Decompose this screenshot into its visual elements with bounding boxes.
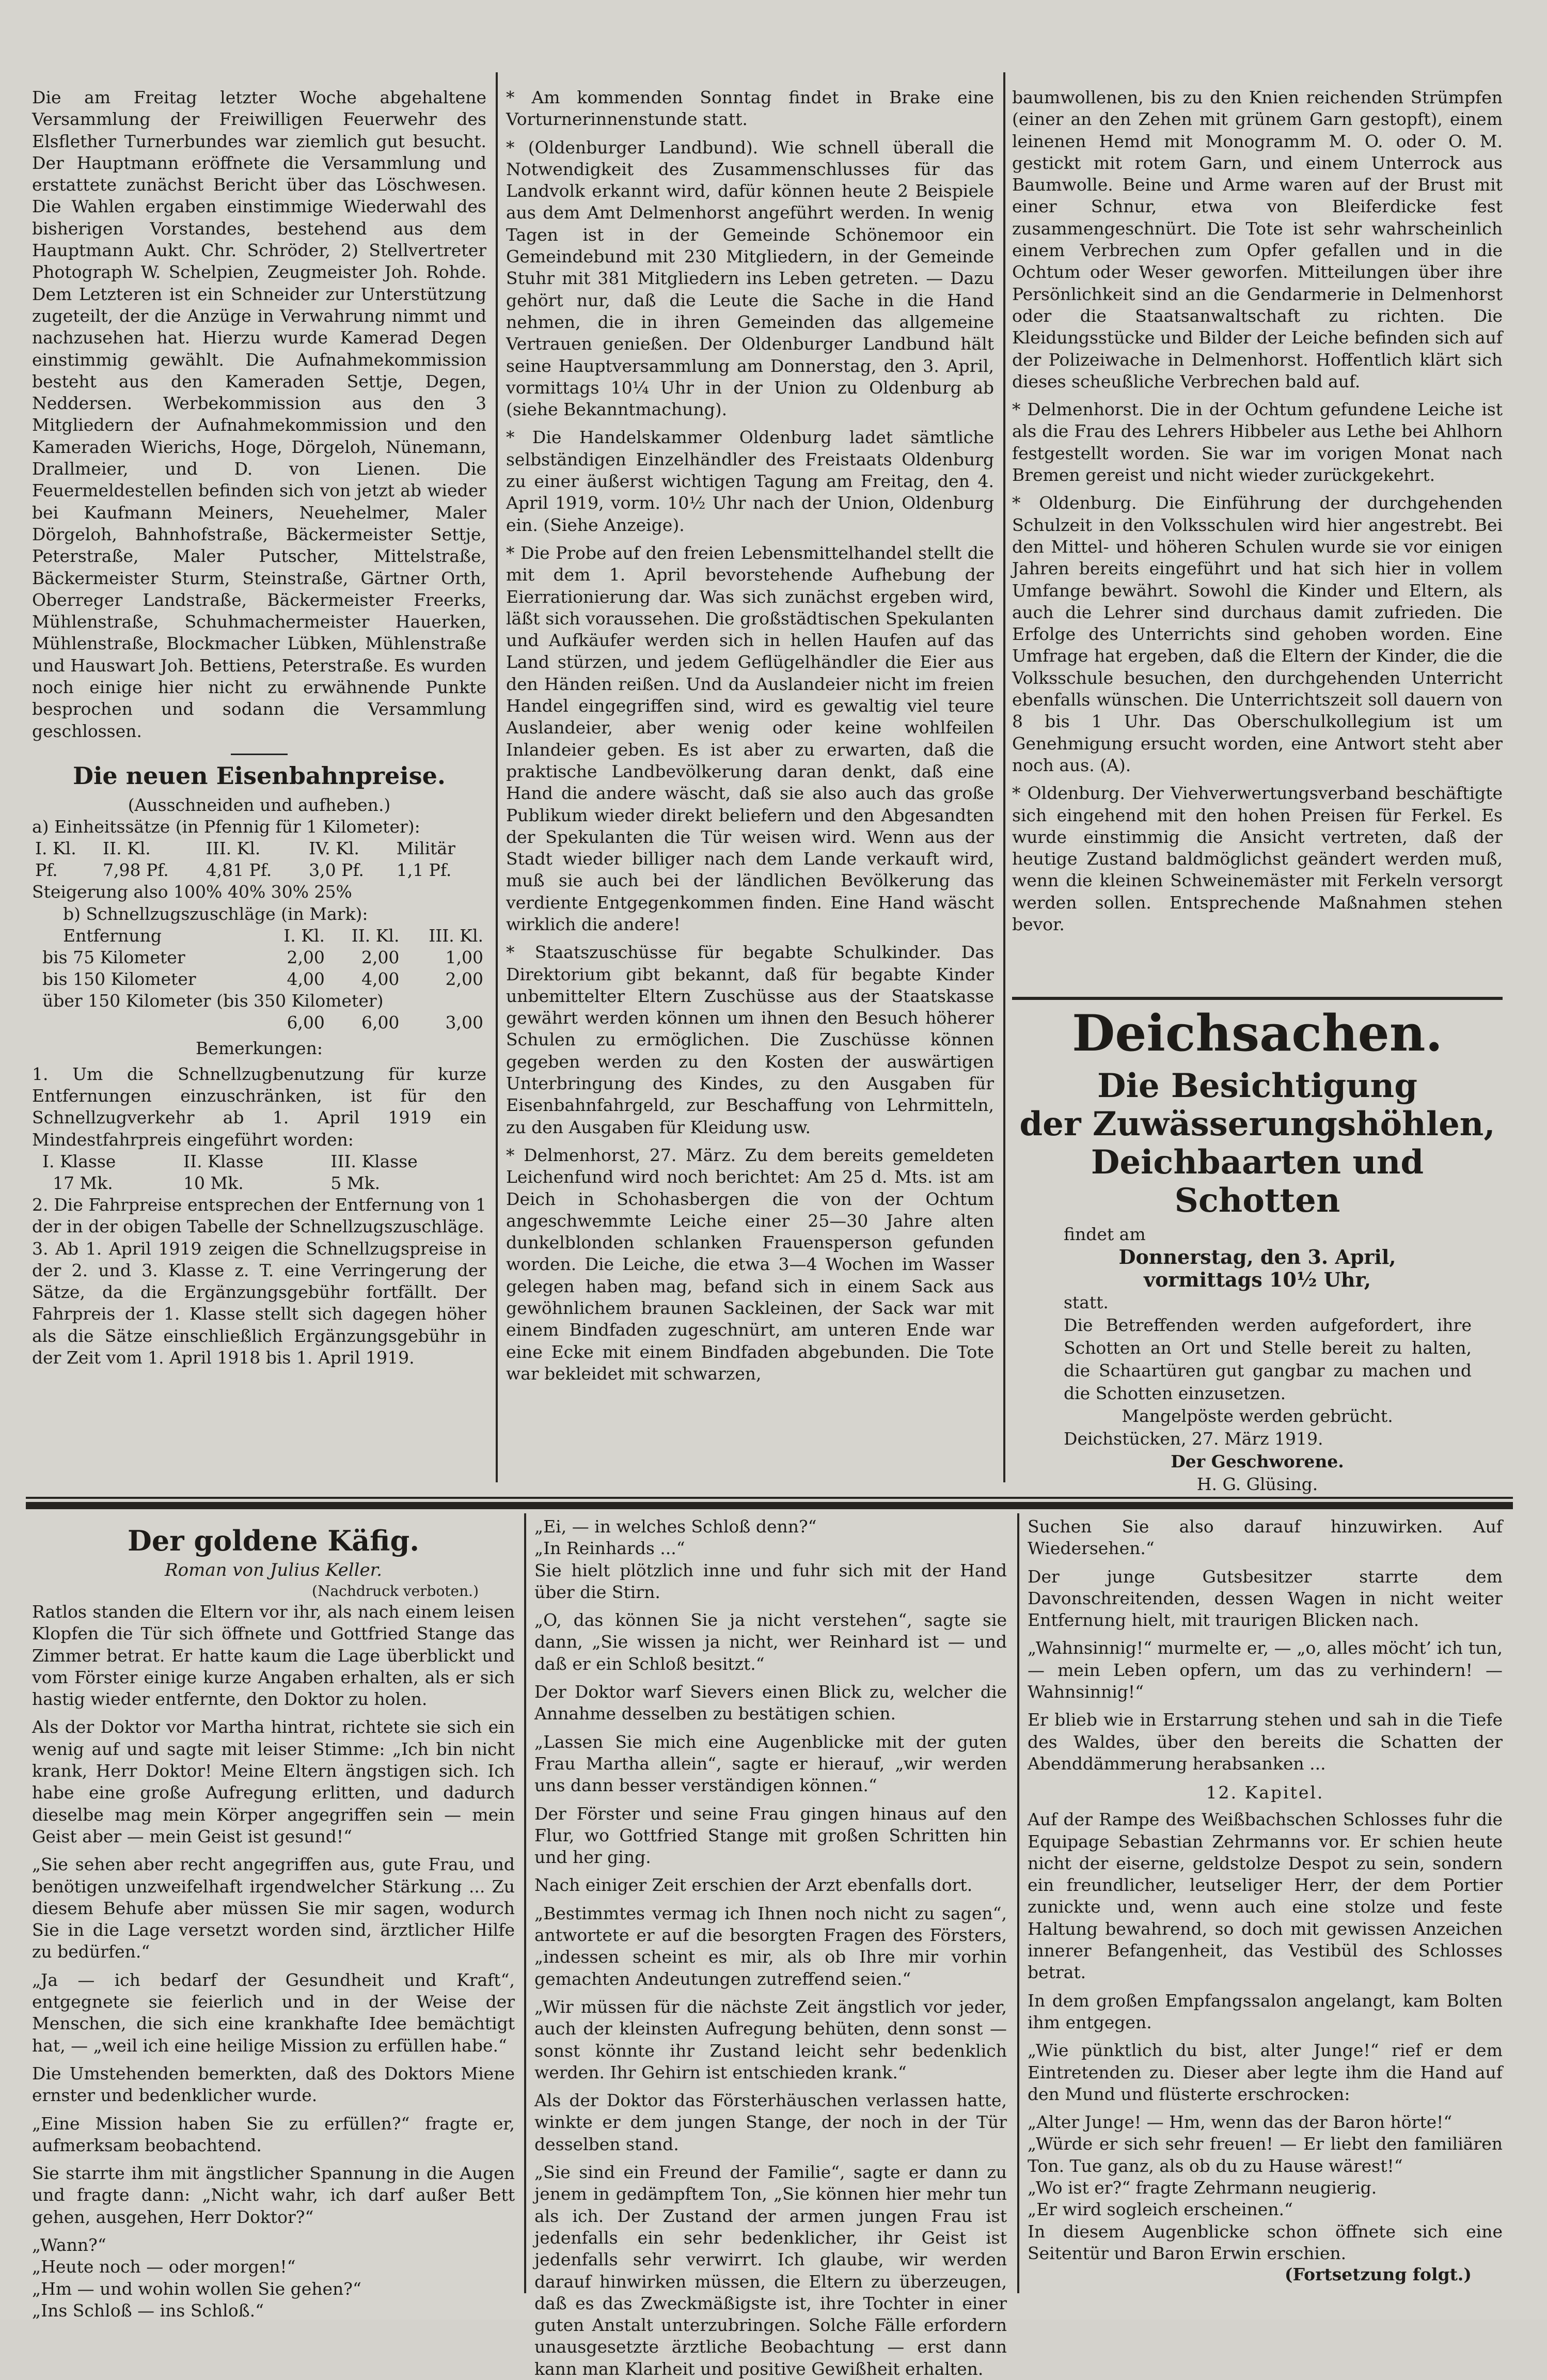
novel-paragraph: „Heute noch — oder morgen!“: [32, 2257, 296, 2277]
fare-cell: 4,00: [361, 968, 400, 989]
fare-cell: 4,81 Pf.: [206, 860, 272, 881]
fare-head: I. Kl.: [283, 925, 325, 946]
notice-time: vormittags 10½ Uhr,: [1143, 1268, 1371, 1291]
column-2: [506, 87, 994, 1481]
article-feuerwehr: Die am Freitag letzter Woche abgehaltene Versammlung der Freiwilligen Feuerwehr des Elsflether Turnerbundes war ziemlich gut besucht. Der Hauptmann eröffnete die Versammlung und erstattete zunächst Bericht über das Löschwesen. Die Wahlen ergaben einstimmige Wiederwahl des bisherigen Vorstandes, bestehend aus dem Hauptmann Aukt. Chr. Schröder, 2) Stellvertreter Photograph W. Schelpien, Zeugmeister Joh. Rohde. Dem Letzteren ist ein Schneider zur Unterstützung zugeteilt, der die Anzüge in Verwahrung nimmt und nachzusehen hat. Hierzu wurde Kamerad Degen einstimmig gewählt. Die Aufnahmekommission besteht aus den Kameraden Settje, Degen, Neddersen. Werbekommission aus den 3 Mitgliedern der Aufnahmekommission und den Kameraden Wierichs, Hoge, Dörgeloh, Nünemann, Drallmeier, und D. von Lienen. Die Feuermeldestellen befinden sich von jetzt ab wieder bei Kaufmann Meiners, Neuehelmer, Maler Dörgeloh, Bahnhofstraße, Bäckermeister Settje, Peterstraße, Maler Putscher, Mittelstraße, Bäckermeister Sturm, Steinstraße, Gärtner Orth, Oberreger Landstraße, Bäckermeister Freerks, Mühlenstraße, Schuhmachermeister Hauerken, Mühlenstraße, Blockmacher Lübken, Mühlenstraße und Hauswart Joh. Bettiens, Peterstraße. Es wurden noch einige hier nicht zu erwähnende Punkte besprochen und sodann die Versammlung geschlossen.: [32, 87, 486, 741]
novel-paragraph: Als der Doktor vor Martha hintrat, richtete sie sich ein wenig auf und sagte mit leiser Stimme: „Ich bin nicht krank, Herr Doktor! Meine Eltern ängstigen sich. Ich habe eine große Aufregung erlitten, und dadurch dieselbe mag mein Körper angegriffen sein — mein Geist aber — mein Geist ist gesund!“: [32, 1717, 515, 1846]
column-rule: [496, 72, 498, 1482]
novel-copyright-note: (Nachdruck verboten.): [312, 1583, 479, 1600]
novel-paragraph: „Ei, — in welches Schloß denn?“: [534, 1516, 817, 1537]
novel-paragraph: „Wie pünktlich du bist, alter Junge!“ rief er dem Eintretenden zu. Dieser aber legte ihm die Hand auf den Mund und flüsterte erschrocken:: [1028, 2040, 1503, 2104]
fare-head: Entfernung: [63, 925, 162, 946]
novel-paragraph: „Wann?“: [32, 2235, 106, 2256]
fare-cell: Militär: [396, 838, 455, 859]
novel-paragraph: „Er wird sogleich erscheinen.“: [1028, 2199, 1293, 2220]
news-item: baumwollenen, bis zu den Knien reichenden Strümpfen (einer an den Zehen mit grünem Garn gestopft), einem leinenen Hemd mit Monogramm M. O. oder O. M. gestickt mit rotem Garn, und einem Unterrock aus Baumwolle. Beine und Arme waren auf der Brust mit einer Schnur, etwa von Bleiferdicke fest zusammengeschnürt. Die Tote ist sehr wahrscheinlich einem Verbrechen zum Opfer gefallen und in die Ochtum oder Weser geworfen. Mitteilungen über ihre Persönlichkeit sind an die Gendarmerie in Delmenhorst oder die Staatsanwaltschaft zu richten. Die Kleidungsstücke und Bilder der Leiche befinden sich auf der Polizeiwache in Delmenhorst. Hoffentlich klärt sich dieses scheußliche Verbrechen bald auf.: [1012, 87, 1503, 392]
section-rule: [26, 1497, 1513, 1499]
fare-cell: über 150 Kilometer (bis 350 Kilometer): [42, 990, 384, 1011]
to-be-continued: (Fortsetzung folgt.): [1284, 2264, 1472, 2285]
fare-cell: [32, 1012, 262, 1034]
fare-cell: 4,00: [287, 968, 325, 989]
fare-cell: 6,00: [287, 1012, 325, 1032]
notice-title: Deichsachen.: [1072, 1004, 1443, 1062]
novel-paragraph: „Hm — und wohin wollen Sie gehen?“: [32, 2278, 361, 2299]
news-item: * Staatszuschüsse für begabte Schulkinder. Das Direktorium gibt bekannt, daß für begabte Kinder unbemittelter Eltern Zuschüsse aus der Staatskasse gewährt werden können um ihnen den Besuch höherer Schulen zu ermöglichen. Die Zuschüsse können gegeben werden zu den Kosten der auswärtigen Unterbringung des Kindes, zu den Ausgaben für Eisenbahnfahrgeld, zur Beschaffung von Lehrmitteln, zu den Ausgaben für Kleidung usw.: [506, 942, 994, 1137]
novel-paragraph: Nach einiger Zeit erschien der Arzt ebenfalls dort.: [534, 1875, 973, 1896]
column-rule: [524, 1513, 526, 2293]
notice-headline: Deichbaarten und Schotten: [1091, 1143, 1424, 1220]
novel-paragraph: Suchen Sie also darauf hinzuwirken. Auf Wiedersehen.“: [1028, 1516, 1503, 1559]
notice-date: Donnerstag, den 3. April,: [1118, 1245, 1396, 1269]
notice-headline: der Zuwässerungshöhlen,: [1019, 1105, 1495, 1144]
notice-text: findet am: [1064, 1224, 1146, 1244]
column-rule: [1003, 72, 1005, 1482]
novel-column-3: [1028, 1516, 1503, 2309]
novel-paragraph: Sie hielt plötzlich inne und fuhr sich mit der Hand über die Stirn.: [534, 1560, 1007, 1602]
fare-cell: 1,1 Pf.: [396, 860, 452, 881]
fare-cell: 17 Mk.: [53, 1172, 113, 1193]
fare-cell: 7,98 Pf.: [103, 860, 169, 881]
article-title: Die neuen Eisenbahnpreise.: [73, 761, 446, 790]
novel-column-2: [534, 1516, 1007, 2379]
fare-cell: 2,00: [361, 947, 400, 967]
novel-paragraph: „Ins Schloß — ins Schloß.“: [32, 2300, 264, 2321]
fare-head: II. Kl.: [351, 925, 400, 946]
news-item: * Am kommenden Sonntag findet in Brake eine Vorturnerinnenstunde statt.: [506, 87, 994, 130]
novel-paragraph: „Lassen Sie mich eine Augenblicke mit der guten Frau Martha allein“, sagte er hierauf, „wir werden uns dann besser verständigen können.“: [534, 1731, 1007, 1796]
novel-paragraph: „Wo ist er?“ fragte Zehrmann neugierig.: [1028, 2178, 1377, 2198]
min-fare-table: [32, 1151, 486, 1194]
fare-cell: 2,00: [287, 947, 325, 967]
remarks-title: Bemerkungen:: [196, 1038, 323, 1058]
news-item: * (Oldenburger Landbund). Wie schnell überall die Notwendigkeit des Zusammenschlusses für das Landvolk erkannt wird, dafür können heute 2 Beispiele aus dem Amt Delmenhorst angeführt werden. In wenig Tagen ist in der Gemeinde Schönemoor ein Gemeindebund mit 230 Mitgliedern, in der Gemeinde Stuhr mit 381 Mitgliedern ins Leben getreten. — Dazu gehört nur, daß die Leute die Sache in die Hand nehmen, die in ihren Gemeinden das allgemeine Vertrauen genießen. Der Oldenburger Landbund hält seine Hauptversammlung am Donnerstag, den 3. April, vormittags 10¼ Uhr in der Union zu Oldenburg ab (siehe Bekanntmachung).: [506, 137, 994, 420]
novel-paragraph: Der Förster und seine Frau gingen hinaus auf den Flur, wo Gottfried Stange mit großen Schritten hin und her ging.: [534, 1803, 1007, 1868]
fare-cell: I. Klasse: [42, 1151, 116, 1171]
novel-paragraph: „Sie sind ein Freund der Familie“, sagte er dann zu jenem in gedämpftem Ton, „Sie können hier mehr tun als ich. Der Zustand der armen jungen Frau ist jedenfalls ein sehr bedenklicher, ihr Geist ist jedenfalls sehr verwirrt. Ich glaube, wir werden darauf hinwirken müssen, die Eltern zu überzeugen, daß es das Zweckmäßigste ist, ihre Tochter in einer guten Anstalt unterzubringen. Solche Fälle erfordern unausgesetzte ärztliche Beobachtung — erst dann kann man Klarheit und positive Gewißheit erhalten.: [534, 2162, 1007, 2379]
fare-section-b: b) Schnellzugszuschläge (in Mark):: [63, 903, 368, 924]
news-item: * Die Probe auf den freien Lebensmittelhandel stellt die mit dem 1. April bevorstehende Aufhebung der Eierrationierung dar. Was sich zunächst ergeben wird, läßt sich voraussehen. Die großstädtischen Spekulanten und Aufkäufer werden sich in hellen Haufen auf das Land stürzen, und jedem Geflügelhändler die Eier aus den Händen reißen. Und da Auslandeier nicht im freien Handel eingegriffen sind, wird es gewaltig viel teure Auslandeier, aber wenig oder keine wohlfeilen Inlandeier geben. Es ist aber zu erwarten, daß die praktische Landbevölkerung daran denkt, daß eine Hand die andere wäscht, daß sie also auch das große Publikum wieder direkt beliefern und den Abgesandten der Spekulanten die Tür weisen wird. Wenn aus der Stadt wieder billiger nach dem Lande verkauft wird, muß sie auch bei der ländlichen Bevölkerung das verdiente Entgegenkommen finden. Eine Hand wäscht wirklich die andere!: [506, 542, 994, 934]
novel-paragraph: „Bestimmtes vermag ich Ihnen noch nicht zu sagen“, antwortete er auf die besorgten Fragen des Försters, „indessen scheint es mir, als ob Ihre mir vorhin gemachten Andeutungen zutreffend seien.“: [534, 1903, 1007, 1989]
fare-table-a: [32, 838, 486, 881]
column-3: [1012, 87, 1503, 991]
novel-paragraph: Sie starrte ihm mit ängstlicher Spannung in die Augen und fragte dann: „Nicht wahr, ich darf außer Bett gehen, ausgehen, Herr Doktor?“: [32, 2163, 515, 2227]
remark-2: 2. Die Fahrpreise entsprechen der Entfernung von 1 der in der obigen Tabelle der Schnellzugszuschläge.: [32, 1194, 486, 1237]
notice-body: Mangelpöste werden gebrücht.: [1122, 1406, 1393, 1426]
remark-3: 3. Ab 1. April 1919 zeigen die Schnellzugspreise in der 2. und 3. Klasse z. T. eine Verringerung der Sätze, da die Ergänzungsgebühr fortfällt. Der Fahrpreis der 1. Klasse stellt sich dagegen höher als die Sätze einschließlich Ergänzungsgebühr in der Zeit vom 1. April 1918 bis 1. April 1919.: [32, 1238, 486, 1368]
fare-cell: 10 Mk.: [183, 1172, 244, 1193]
fare-cell: 1,00: [445, 947, 483, 967]
novel-paragraph: „Sie sehen aber recht angegriffen aus, gute Frau, und benötigen unzweifelhaft irgendwelcher Stärkung ... Zu diesem Behufe aber müssen Sie mir sagen, wodurch Sie in die Lage versetzt worden sind, ärztlicher Hilfe zu bedürfen.“: [32, 1854, 515, 1962]
fare-cell: 6,00: [361, 1012, 400, 1032]
notice-signature: Der Geschworene.: [1171, 1451, 1344, 1471]
article-divider: [231, 754, 288, 755]
fare-cell: 3,00: [445, 1012, 483, 1032]
news-item: * Die Handelskammer Oldenburg ladet sämtliche selbständigen Einzelhändler des Freistaats Oldenburg zu einer äußerst wichtigen Tagung am Freitag, den 4. April 1919, vorm. 10½ Uhr nach der Union, Oldenburg ein. (Siehe Anzeige).: [506, 427, 994, 535]
novel-paragraph: „Ja — ich bedarf der Gesundheit und Kraft“, entgegnete sie feierlich und in der Weise der Menschen, die sich eine krankhafte Idee bemächtigt hat, — „weil ich eine heilige Mission zu erfüllen habe.“: [32, 1969, 515, 2056]
column-1: [32, 87, 486, 1481]
fare-cell: bis 75 Kilometer: [42, 947, 185, 967]
fare-cell: III. Kl.: [206, 838, 261, 859]
fare-cell: Pf.: [35, 860, 58, 881]
novel-paragraph: „Alter Junge! — Hm, wenn das der Baron hörte!“: [1028, 2112, 1453, 2133]
notice-place: Deichstücken, 27. März 1919.: [1064, 1429, 1323, 1449]
novel-column-1: [32, 1513, 515, 2321]
fare-section-a: a) Einheitssätze (in Pfennig für 1 Kilometer):: [32, 816, 420, 837]
novel-paragraph: „O, das können Sie ja nicht verstehen“, sagte sie dann, „Sie wissen ja nicht, wer Reinhard ist — und daß er ein Schloß besitzt.“: [534, 1610, 1007, 1674]
fare-cell: I. Kl.: [35, 838, 76, 859]
fare-cell: III. Klasse: [330, 1151, 418, 1171]
novel-paragraph: „In Reinhards ...“: [534, 1538, 685, 1559]
remark-1: 1. Um die Schnellzugbenutzung für kurze Entfernungen einzuschränken, ist für den Schnellzugverkehr ab 1. April 1919 ein Mindestfahrpreis eingeführt worden:: [32, 1063, 486, 1150]
news-item: * Oldenburg. Die Einführung der durchgehenden Schulzeit in den Volksschulen wird hier angestrebt. Bei den Mittel- und höheren Schulen wurde sie vor einigen Jahren bereits eingeführt und hat sich hier in vollem Umfange bewährt. Sowohl die Kinder und Eltern, als auch die Lehrer sind durchaus damit zufrieden. Die Erfolge des Unterrichts sind gehoben worden. Eine Umfrage hat ergeben, daß die Eltern der Kinder, die die Volksschule besuchen, den durchgehenden Unterricht ebenfalls wünschen. Die Unterrichtszeit soll dauern von 8 bis 1 Uhr. Das Oberschulkollegium ist um Genehmigung ersucht worden, eine Antwort steht aber noch aus. (A).: [1012, 493, 1503, 775]
notice-body: Die Betreffenden werden aufgefordert, ihre Schotten an Ort und Stelle bereit zu halten, die Schaartüren gut gangbar zu machen und die Schotten einzusetzen.: [1064, 1315, 1472, 1403]
chapter-heading: 12. Kapitel.: [1206, 1782, 1324, 1803]
notice-signature: H. G. Glüsing.: [1196, 1474, 1318, 1494]
novel-paragraph: „Wahnsinnig!“ murmelte er, — „o, alles möcht’ ich tun, — mein Leben opfern, um das zu verhindern! — Wahnsinnig!“: [1028, 1638, 1503, 1702]
novel-paragraph: „Eine Mission haben Sie zu erfüllen?“ fragte er, aufmerksam beobachtend.: [32, 2113, 515, 2155]
novel-paragraph: Ratlos standen die Eltern vor ihr, als nach einem leisen Klopfen die Tür sich öffnete und Gottfried Stange das Zimmer betrat. Er hatte kaum die Lage überblickt und vom Förster einige kurze Angaben erhalten, als er sich hastig wieder entfernte, den Doktor zu holen.: [32, 1602, 515, 1710]
novel-author: Roman von Julius Keller.: [165, 1560, 382, 1580]
notice-headline: Die Besichtigung: [1097, 1067, 1417, 1105]
section-rule: [26, 1502, 1513, 1509]
novel-title: Der goldene Käfig.: [128, 1524, 419, 1557]
news-item: * Delmenhorst, 27. März. Zu dem bereits gemeldeten Leichenfund wird noch berichtet: Am 25 d. Mts. ist am Deich in Schohasbergen die von der Ochtum angeschwemmte Leiche einer 25—30 Jahre alten dunkelblonden schlanken Frauensperson gefunden worden. Die Leiche, die etwa 3—4 Wochen im Wasser gelegen haben mag, befand sich in einem Sack aus gewöhnlichem braunen Sackleinen, der Sack war mit einem Bindfaden zugeschnürt, am unteren Ende war eine Ecke mit einem Bindfaden abgebunden. Die Tote war bekleidet mit schwarzen,: [506, 1145, 994, 1384]
notice-text: statt.: [1064, 1292, 1109, 1312]
fare-table-b: [32, 925, 486, 1034]
fare-increase: Steigerung also 100% 40% 30% 25%: [32, 882, 352, 902]
news-item: * Oldenburg. Der Viehverwertungsverband beschäftigte sich eingehend mit den hohen Preisen für Ferkel. Es wurde einstimmig die Ansicht vertreten, daß der heutige Zustand baldmöglichst geändert werden muß, wenn die kleinen Schweinemäster mit Ferkeln versorgt werden sollen. Entsprechende Maßnahmen stehen bevor.: [1012, 783, 1503, 934]
fare-cell: 3,0 Pf.: [309, 860, 364, 881]
fare-cell: IV. Kl.: [309, 838, 359, 859]
news-item: * Delmenhorst. Die in der Ochtum gefundene Leiche ist als die Frau des Lehrers Hibbeler aus Lethe bei Ahlhorn festgestellt worden. Sie war im vorigen Monat nach Bremen gereist und nicht wieder zurückgekehrt.: [1012, 399, 1503, 486]
deich-notice: [1012, 997, 1503, 1494]
novel-paragraph: Als der Doktor das Försterhäuschen verlassen hatte, winkte er dem jungen Stange, der noch in der Tür desselben stand.: [534, 2090, 1007, 2154]
novel-paragraph: In dem großen Empfangssalon angelangt, kam Bolten ihm entgegen.: [1028, 1990, 1503, 2032]
novel-paragraph: Auf der Rampe des Weißbachschen Schlosses fuhr die Equipage Sebastian Zehrmanns vor. Er schien heute nicht der eiserne, geldstolze Despot zu sein, sondern ein freundlicher, leutseliger Herr, der dem Portier zunickte und, wenn auch eine stolze und feste Haltung bewahrend, so doch mit gewissen Anzeichen innerer Befangenheit, das Vestibül des Schlosses betrat.: [1028, 1809, 1503, 1983]
novel-paragraph: Der junge Gutsbesitzer starrte dem Davonschreitenden, dessen Wagen in nicht weiter Entfernung hielt, mit traurigen Blicken nach.: [1028, 1566, 1503, 1631]
novel-paragraph: Der Doktor warf Sievers einen Blick zu, welcher die Annahme desselben zu bestätigen schien.: [534, 1682, 1007, 1724]
fare-cell: 2,00: [445, 968, 483, 989]
novel-paragraph: In diesem Augenblicke schon öffnete sich eine Seitentür und Baron Erwin erschien.: [1028, 2221, 1503, 2263]
fare-cell: II. Kl.: [103, 838, 151, 859]
fare-cell: II. Klasse: [183, 1151, 264, 1171]
fare-head: III. Kl.: [429, 925, 483, 946]
novel-paragraph: „Wir müssen für die nächste Zeit ängstlich vor jeder, auch der kleinsten Aufregung behüten, denn sonst — sonst könnte ihr Zustand leicht sehr bedenklich werden. Ihr Gehirn ist entschieden krank.“: [534, 1996, 1007, 2082]
novel-paragraph: Er blieb wie in Erstarrung stehen und sah in die Tiefe des Waldes, über den bereits die Schatten der Abenddämmerung herabsanken ...: [1028, 1710, 1503, 1774]
column-rule: [1017, 1513, 1019, 2293]
novel-paragraph: „Würde er sich sehr freuen! — Er liebt den familiären Ton. Tue ganz, als ob du zu Hause wärest!“: [1028, 2134, 1503, 2176]
article-subtitle: (Ausschneiden und aufheben.): [128, 794, 391, 815]
fare-cell: bis 150 Kilometer: [42, 968, 196, 989]
fare-cell: 5 Mk.: [330, 1172, 381, 1193]
novel-paragraph: Die Umstehenden bemerkten, daß des Doktors Miene ernster und bedenklicher wurde.: [32, 2063, 515, 2106]
